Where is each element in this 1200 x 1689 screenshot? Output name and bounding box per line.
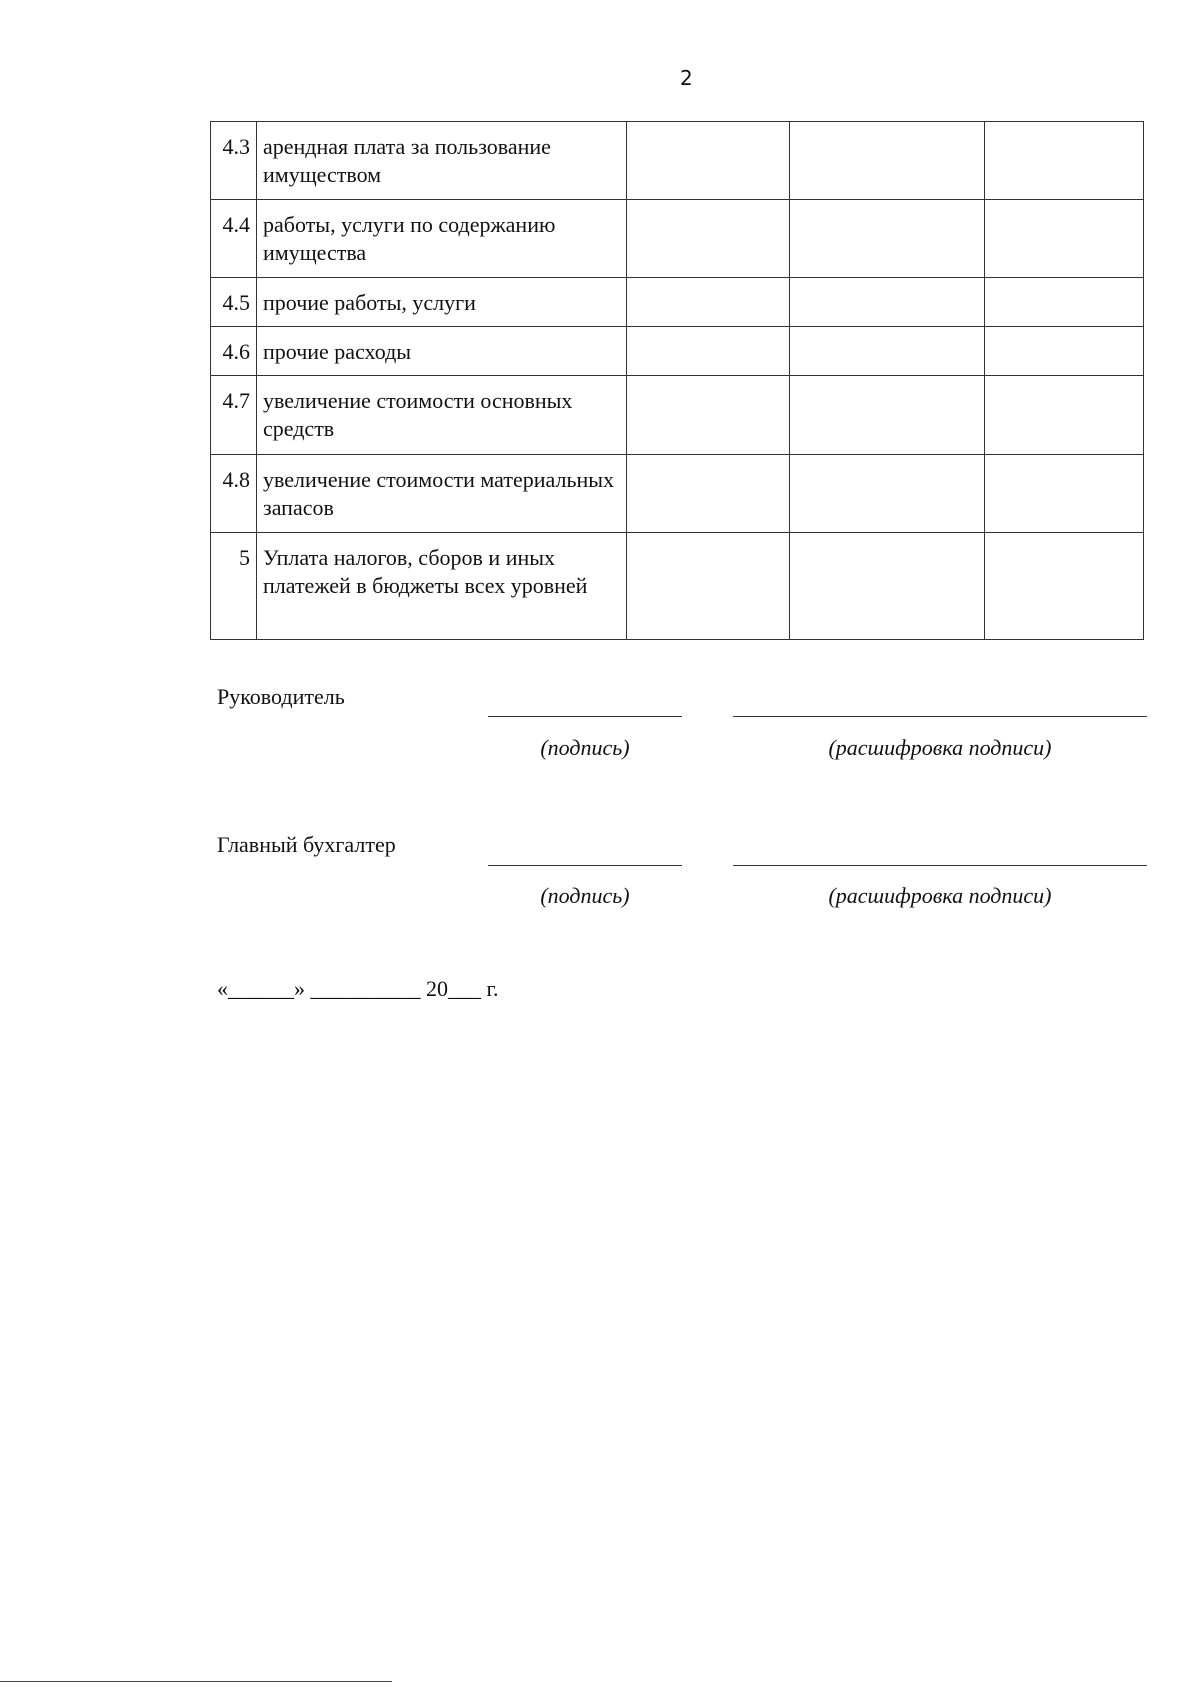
value-cell [627,455,790,533]
value-cell [790,533,985,640]
accountant-decoding-caption: (расшифровка подписи) [828,883,1052,908]
value-cell [790,200,985,278]
value-cell [790,122,985,200]
date-line: «______» __________ 20___ г. [217,976,499,1001]
page-number: 2 [680,66,693,90]
table-row [211,533,1144,640]
value-cell [627,533,790,640]
head-signature-caption: (подпись) [540,735,630,760]
value-cell [627,327,790,376]
row-number: 4.8 [211,455,257,533]
value-cell [985,122,1144,200]
value-cell [790,278,985,327]
row-number: 5 [211,533,257,640]
row-name: прочие расходы [257,327,627,376]
row-name: прочие работы, услуги [257,278,627,327]
value-cell [985,200,1144,278]
head-label: Руководитель [217,684,345,709]
value-cell [985,278,1144,327]
head-decoding-caption: (расшифровка подписи) [828,735,1052,760]
table-row [211,122,1144,200]
row-number: 4.3 [211,122,257,200]
value-cell [790,376,985,455]
table-row [211,327,1144,376]
value-cell [627,122,790,200]
row-number: 4.6 [211,327,257,376]
accountant-label: Главный бухгалтер [217,832,396,857]
table-row [211,455,1144,533]
accountant-signature-caption: (подпись) [540,883,630,908]
value-cell [790,327,985,376]
table-row [211,376,1144,455]
budget-table [210,121,1144,640]
value-cell [627,376,790,455]
scan-edge-rule [0,1681,392,1682]
row-name: увеличение стоимости материальных запасов [257,455,627,533]
value-cell [985,376,1144,455]
accountant-decoding-line [733,865,1147,866]
value-cell [985,533,1144,640]
head-signature-line [488,716,682,717]
table-row [211,278,1144,327]
row-name: Уплата налогов, сборов и иных платежей в бюджеты всех уровней [257,533,627,640]
value-cell [985,455,1144,533]
value-cell [627,278,790,327]
row-name: увеличение стоимости основных средств [257,376,627,455]
head-decoding-line [733,716,1147,717]
accountant-signature-line [488,865,682,866]
row-name: работы, услуги по содержанию имущества [257,200,627,278]
value-cell [790,455,985,533]
value-cell [985,327,1144,376]
row-number: 4.4 [211,200,257,278]
row-number: 4.7 [211,376,257,455]
row-name: арендная плата за пользование имуществом [257,122,627,200]
row-number: 4.5 [211,278,257,327]
table-row [211,200,1144,278]
value-cell [627,200,790,278]
